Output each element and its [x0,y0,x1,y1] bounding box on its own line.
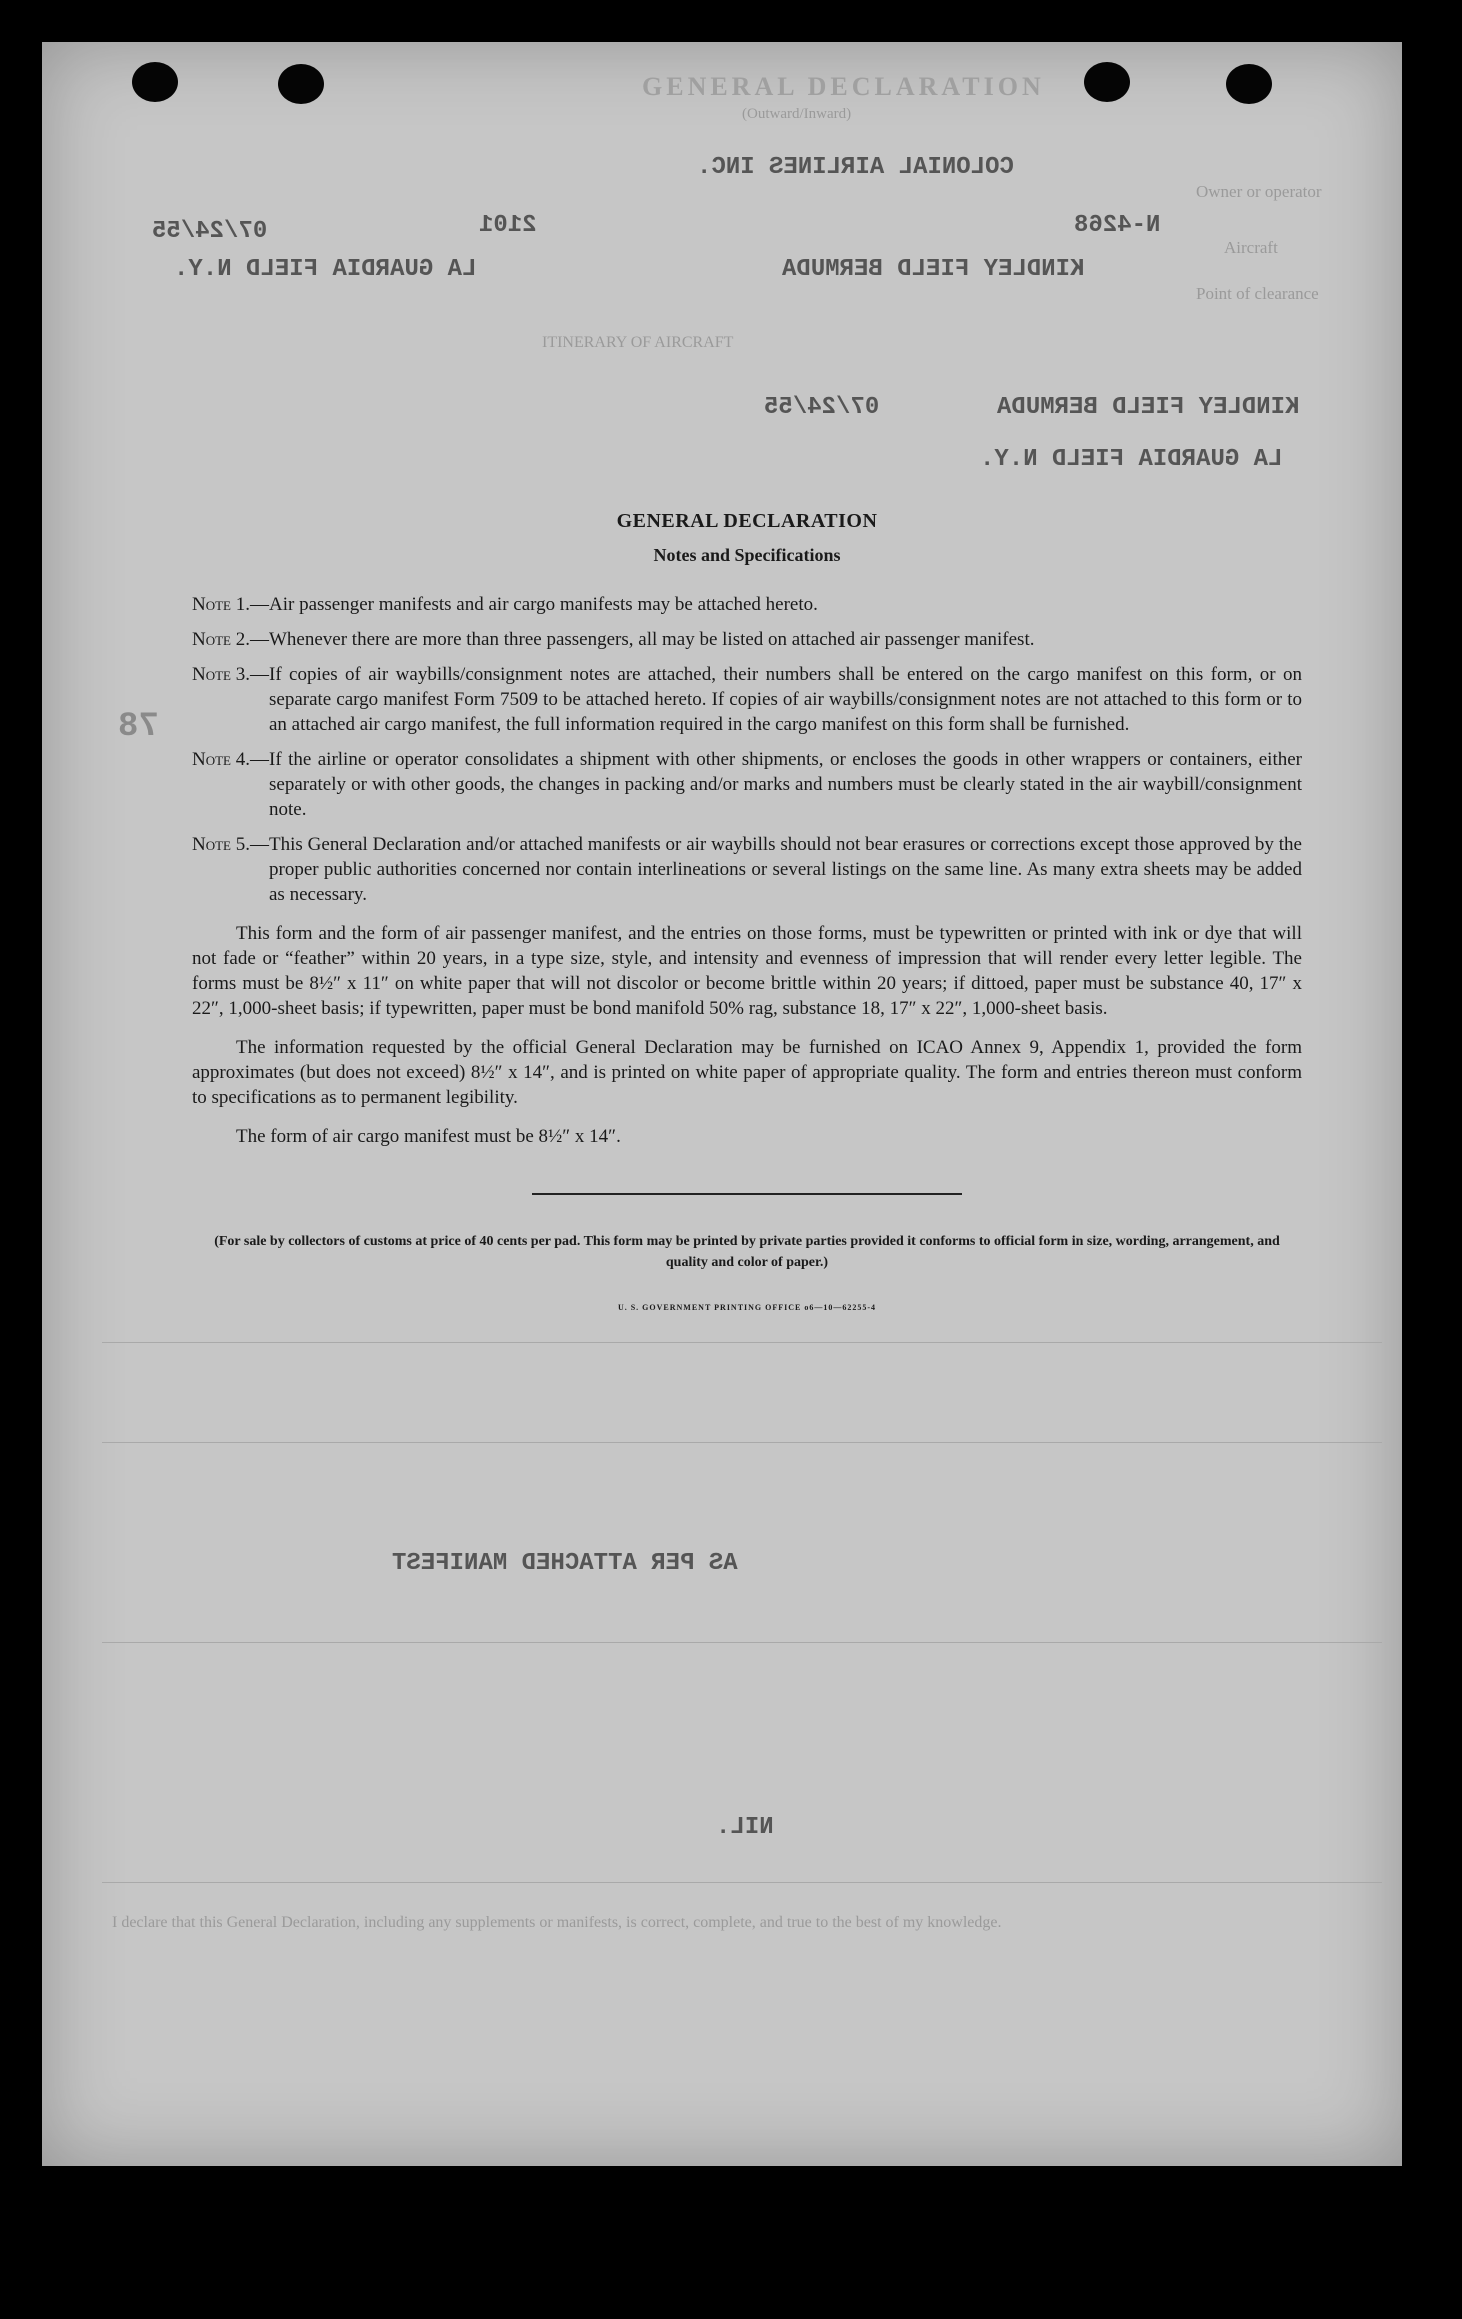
bleed-departure-top: KINDLEY FIELD BERMUDA [782,256,1085,283]
printing-office-line: U. S. GOVERNMENT PRINTING OFFICE o6—10—62255-4 [617,1303,877,1312]
ghost-declaration: I declare that this General Declaration, including any supplements or manifests, is correct, complete, and true to the best of my knowledge. [112,1914,1002,1931]
declaration-notes [192,462,1302,1312]
note-3 [192,662,1302,737]
bleed-flight-no: 2101 [479,212,537,239]
bleed-itinerary-1: KINDLEY FIELD BERMUDA [997,394,1300,421]
bleed-side-number: 78 [118,708,159,746]
ghost-aircraft-label: Aircraft [1224,238,1278,257]
note-1 [192,592,1302,617]
note-4 [192,747,1302,822]
bleed-date-top: 07/24/55 [152,218,268,245]
ghost-rule [102,1342,1382,1343]
ghost-clearance-label: Point of clearance [1196,284,1319,303]
paragraph-cargo-size: The form of air cargo manifest must be 8½″ x 14″. [236,1126,621,1147]
paragraph-icao: The information requested by the official General Declaration may be furnished on ICAO Annex 9, Appendix 1, provided the form approximates (but does not exceed) 8½″ x 14″, and is printed on white paper of appropriate quality. The form and entries thereon must conform to specifications as to permanent legibility. [192,1037,1302,1108]
note-5 [192,832,1302,907]
page-subtitle: Notes and Specifications [653,545,841,565]
bleed-itinerary-2: LA GUARDIA FIELD N.Y. [980,446,1283,473]
divider [532,1193,962,1195]
ghost-rule [102,1642,1382,1643]
note-label: Note 3.— [192,664,269,685]
note-text: This General Declaration and/or attached manifests or air waybills should not bear erasures or corrections except those approved by the proper public authorities concerned nor contain interlineations or several listings on the same line. As many extra sheets may be added as necessary. [269,834,1302,905]
ghost-rule [102,1442,1382,1443]
note-label: Note 2.— [192,629,269,650]
punch-hole [278,64,324,104]
punch-hole [1226,64,1272,104]
document-page [42,42,1402,2166]
note-text: Whenever there are more than three passengers, all may be listed on attached air passenger manifest. [269,629,1035,650]
note-label: Note 4.— [192,749,269,770]
ghost-subheader: (Outward/Inward) [742,106,852,122]
note-label: Note 1.— [192,594,269,615]
note-text: Air passenger manifests and air cargo manifests may be attached hereto. [269,594,818,615]
bleed-cargo-note: AS PER ATTACHED MANIFEST [392,1550,738,1577]
ghost-header: GENERAL DECLARATION [642,72,1045,101]
ghost-owner-label: Owner or operator [1196,182,1322,201]
bleed-arrival-top: LA GUARDIA FIELD N.Y. [174,256,477,283]
note-2 [192,627,1302,652]
bleed-nil: NIL. [716,1814,774,1841]
note-text: If the airline or operator consolidates a shipment with other shipments, or encloses the goods in other wrappers or containers, either separately or with other goods, the changes in packing and/or marks and numbers must be clearly stated in the air waybill/consignment note. [269,749,1302,820]
punch-hole [1084,62,1130,102]
paragraph-form-requirements: This form and the form of air passenger manifest, and the entries on those forms, must be typewritten or printed with ink or dye that will not fade or “feather” within 20 years, in a type size, style, and intensity and evenness of impression that will render every letter legible. The forms must be 8½″ x 11″ on white paper that will not discolor or become brittle within 20 years; if dittoed, paper must be substance 40, 17″ x 22″, 1,000-sheet basis; if typewritten, paper must be bond manifold 50% rag, substance 18, 17″ x 22″, 1,000-sheet basis. [192,923,1302,1019]
bleed-itinerary-date: 07/24/55 [764,394,880,421]
note-text: If copies of air waybills/consignment notes are attached, their numbers shall be entered on the cargo manifest on this form, or on separate cargo manifest Form 7509 to be attached hereto. If copies of air waybills/consignment notes are not attached to this form or to an attached air cargo manifest, the full information required in the cargo manifest on this form shall be furnished. [269,664,1302,735]
note-label: Note 5.— [192,834,269,855]
bleed-operator: COLONIAL AIRLINES INC. [697,154,1014,181]
sale-notice: (For sale by collectors of customs at price of 40 cents per pad. This form may be printed by private parties provided it conforms to official form in size, wording, arrangement, and quality and color of paper.) [214,1234,1280,1270]
ghost-itinerary-label: ITINERARY OF AIRCRAFT [542,334,734,351]
page-title: GENERAL DECLARATION [616,510,878,532]
bleed-aircraft-reg: N-4268 [1074,212,1161,239]
ghost-rule [102,1882,1382,1883]
punch-hole [132,62,178,102]
